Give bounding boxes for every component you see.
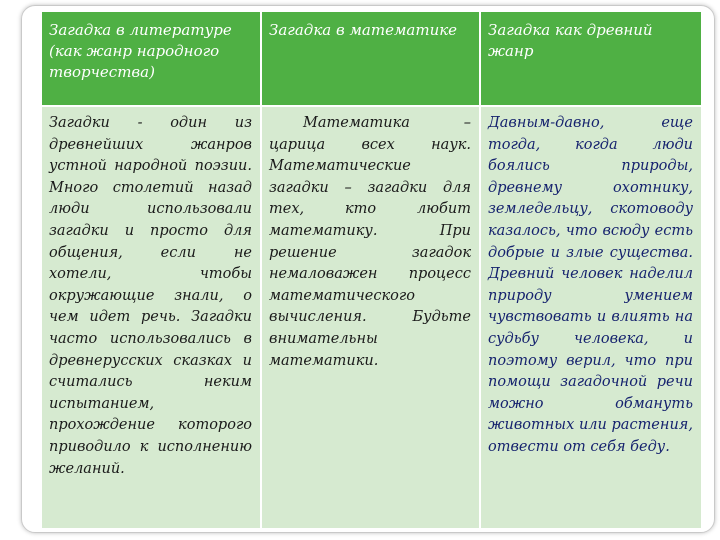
cell-mathematics	[261, 106, 480, 528]
cell-literature: Загадки - один из древнейших жанров устной народной поэзии. Много столетий назад люди использовали загадки и просто для общения, если не хотели, чтобы окружающие знали, о чем идет речь. Загадки часто использовались в древнерусских сказках и считались неким испытанием, прохождение которого приводило к исполнению желаний.	[42, 106, 261, 528]
table-body-row	[42, 106, 701, 528]
riddles-table	[42, 12, 701, 528]
table-header-row	[42, 12, 701, 106]
header-ancient-genre: Загадка как древний жанр	[480, 12, 701, 106]
cell-mathematics-text: Математика – царица всех наук. Математические загадки – загадки для тех, кто любит математику. При решение загадок немаловажен процесс математического вычисления. Будьте внимательны математики.	[269, 115, 471, 369]
header-literature: Загадка в литературе (как жанр народного творчества)	[42, 12, 261, 106]
cell-ancient-genre: Давным-давно, еще тогда, когда люди боялись природы, древнему охотнику, земледельцу, скотоводу казалось, что всюду есть добрые и злые существа. Древний человек наделил природу умением чувствовать и влиять на судьбу человека, и поэтому верил, что при помощи загадочной речи можно обмануть животных или растения, отвести от себя беду.	[480, 106, 701, 528]
header-mathematics: Загадка в математике	[261, 12, 480, 106]
